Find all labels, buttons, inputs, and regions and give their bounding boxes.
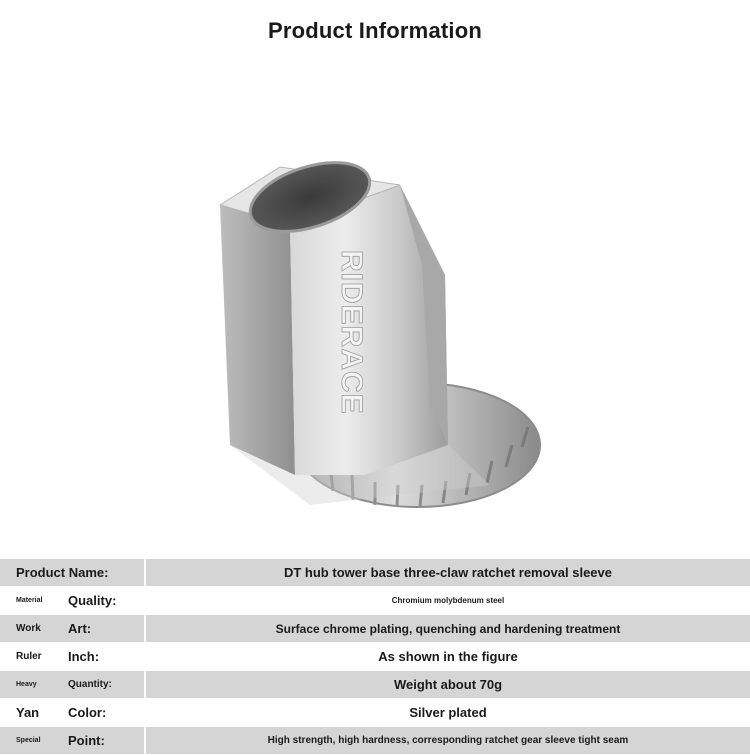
spec-label-cell (0, 587, 144, 614)
spec-value: Silver plated (146, 699, 750, 726)
spec-value: DT hub tower base three-claw ratchet removal sleeve (146, 559, 750, 586)
spec-prefix: Ruler (16, 651, 42, 662)
spec-label: Art: (68, 621, 92, 636)
spec-label: Point: (68, 733, 105, 748)
spec-label-cell (0, 671, 144, 698)
spec-value: As shown in the figure (146, 643, 750, 670)
spec-row-color (0, 699, 750, 726)
spec-label: Quantity: (68, 679, 112, 690)
spec-table (0, 559, 750, 755)
spec-label-cell (0, 615, 144, 642)
spec-label-cell (0, 699, 144, 726)
brand-mark: RIDERACE (335, 250, 368, 415)
spec-value: Weight about 70g (146, 671, 750, 698)
spec-label: Color: (68, 705, 107, 720)
spec-value: High strength, high hardness, corresponding ratchet gear sleeve tight seam (146, 727, 750, 754)
spec-prefix: Special (16, 737, 41, 744)
product-photo (190, 145, 560, 525)
spec-row-quantity (0, 671, 750, 698)
spec-label: Inch: (68, 649, 100, 664)
spec-prefix: Yan (16, 705, 40, 720)
spec-label: Quality: (68, 593, 117, 608)
spec-value: Surface chrome plating, quenching and hardening treatment (146, 615, 750, 642)
spec-row-quality (0, 587, 750, 614)
spec-row-inch (0, 643, 750, 670)
spec-label-cell (0, 643, 144, 670)
spec-prefix: Work (16, 623, 41, 634)
spec-label-cell (0, 559, 144, 586)
spec-label: Product Name: (16, 565, 109, 580)
spec-row-product-name (0, 559, 750, 586)
page-title: Product Information (267, 18, 482, 43)
spec-prefix: Heavy (16, 681, 37, 688)
spec-row-art (0, 615, 750, 642)
spec-value: Chromium molybdenum steel (146, 587, 750, 614)
spec-prefix: Material (16, 597, 43, 604)
